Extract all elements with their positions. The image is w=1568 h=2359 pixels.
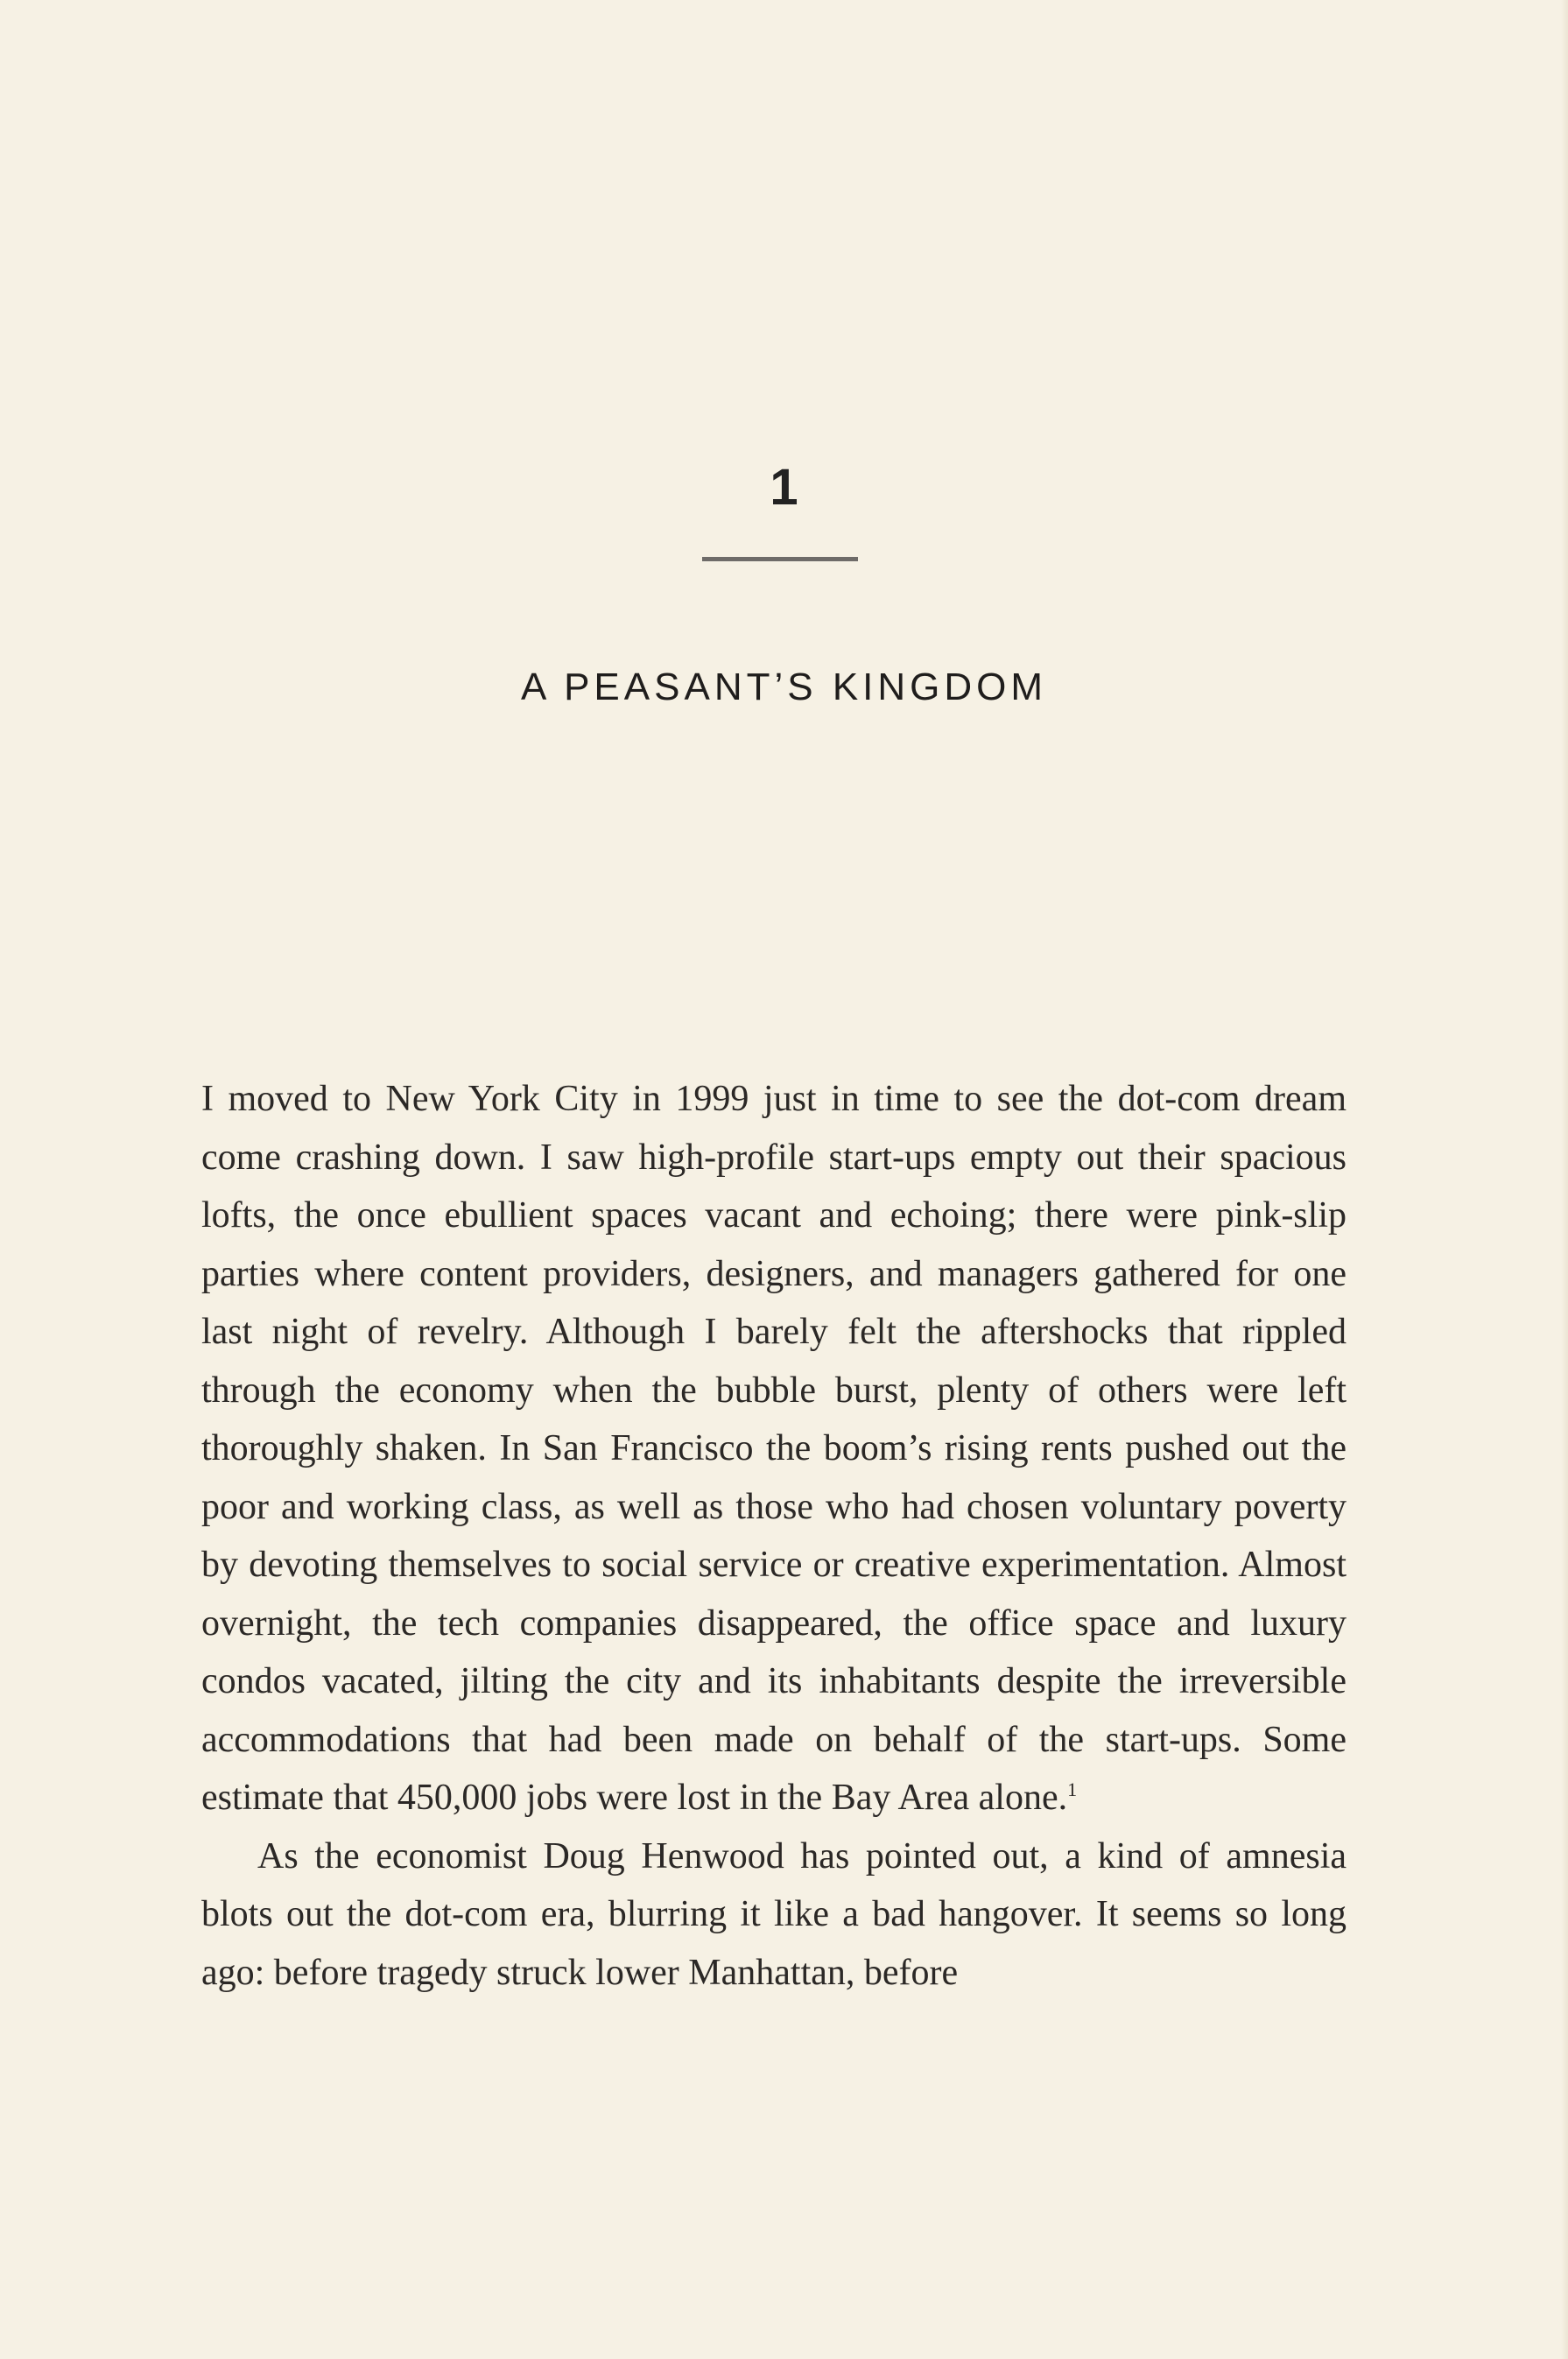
paragraph [201,1070,1347,1827]
page-edge [1561,0,1568,2359]
paragraph-text: As the economist Doug Henwood has pointed out, a kind of amnesia blots out the dot-com era, blurring it like a bad hangover. It seems so long ago: before tragedy struck lower Manhattan, before [201,1835,1347,1993]
chapter-rule [702,557,858,561]
chapter-title: A PEASANT’S KINGDOM [520,665,1048,708]
paragraph [201,1827,1347,2003]
footnote-reference[interactable]: 1 [1067,1778,1078,1800]
paragraph-text: I moved to New York City in 1999 just in time to see the dot-com dream come crashing down. I saw high-profile start-ups empty out their spacious lofts, the once ebullient spaces vacant and echoing; there were pink-slip parties where content providers, designers, and managers gathered for one last night of revelry. Although I barely felt the aftershocks that rippled through the economy when the bubble burst, plenty of others were left thoroughly shaken. In San Francisco the boom’s rising rents pushed out the poor and working class, as well as those who had chosen voluntary poverty by devoting themselves to social service or creative experimentation. Almost overnight, the tech companies disappeared, the office space and luxury condos vacated, jilting the city and its inhabitants despite the irreversible accommodations that had been made on behalf of the start-ups. Some estimate that 450,000 jobs were lost in the Bay Area alone. [201,1079,1347,1818]
chapter-number: 1 [770,459,798,516]
body-text [201,1070,1347,2002]
